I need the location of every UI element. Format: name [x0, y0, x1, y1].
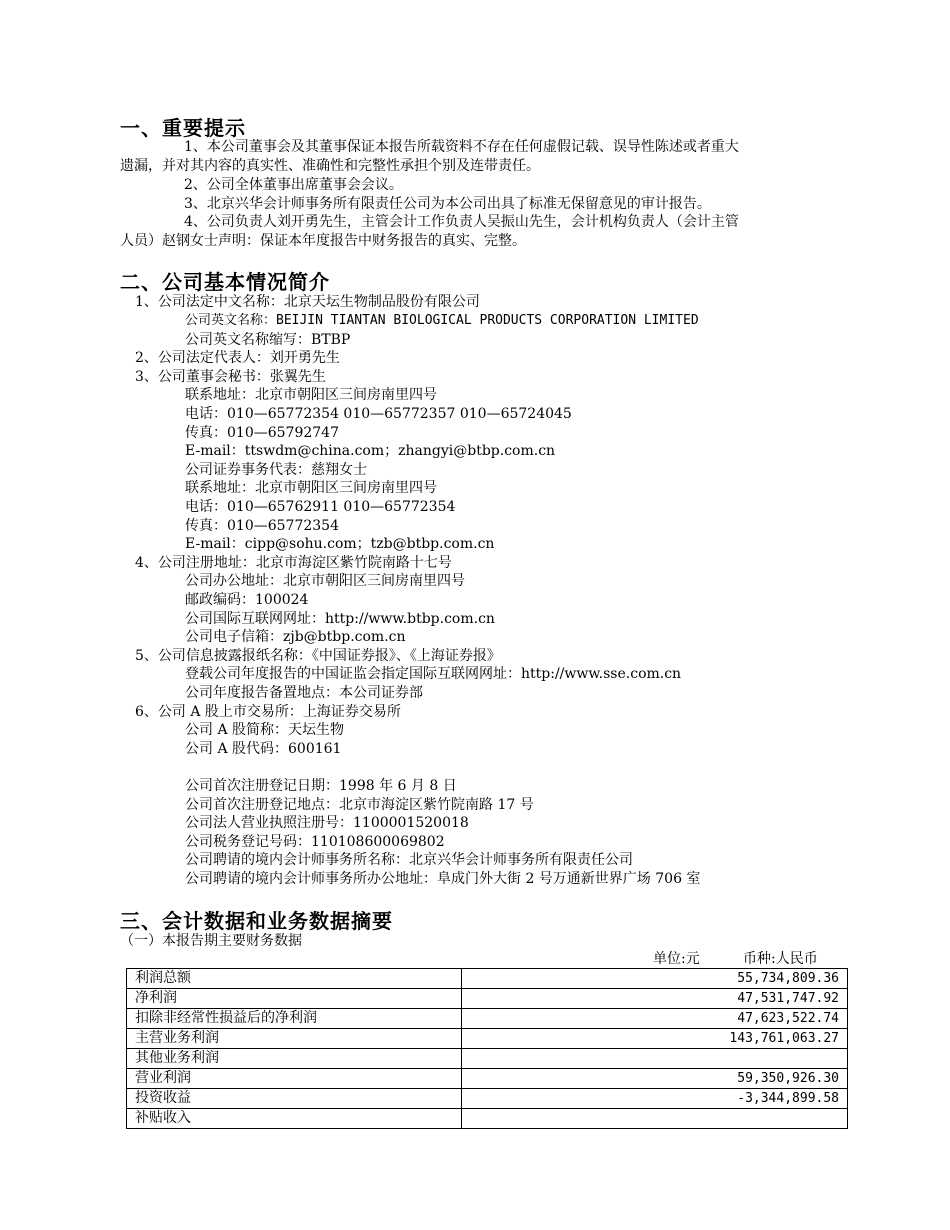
notice-paragraph-2: 2、公司全体董事出席董事会会议。 [184, 177, 403, 193]
row-label: 主营业务利润 [127, 1029, 462, 1049]
row-label: 扣除非经常性损益后的净利润 [127, 1009, 462, 1029]
row-value: 143,761,063.27 [462, 1029, 848, 1049]
section-heading-company-profile: 二、公司基本情况简介 [120, 270, 330, 294]
profile-line: 4、公司注册地址：北京市海淀区紫竹院南路十七号 [135, 555, 452, 571]
profile-line: 6、公司 A 股上市交易所：上海证券交易所 [135, 704, 401, 720]
profile-line: 公司 A 股简称：天坛生物 [185, 722, 345, 738]
financial-subtitle: （一）本报告期主要财务数据 [120, 933, 302, 949]
row-value: 47,623,522.74 [462, 1009, 848, 1029]
profile-line: 传真：010—65792747 [185, 425, 339, 441]
notice-paragraph-1-line-1: 1、本公司董事会及其董事保证本报告所载资料不存在任何虚假记载、误导性陈述或者重大 [184, 139, 739, 155]
profile-line: 公司聘请的境内会计师事务所办公地址：阜成门外大街 2 号万通新世界广场 706 室 [185, 871, 701, 887]
profile-line: 公司首次注册登记地点：北京市海淀区紫竹院南路 17 号 [185, 797, 534, 813]
table-row [127, 1049, 848, 1069]
row-label: 净利润 [127, 989, 462, 1009]
profile-line: 公司电子信箱：zjb@btbp.com.cn [185, 629, 406, 645]
profile-line: 登载公司年度报告的中国证监会指定国际互联网网址：http://www.sse.com.cn [185, 666, 682, 682]
row-value [462, 1109, 848, 1129]
profile-line: 传真：010—65772354 [185, 518, 339, 534]
profile-line: 联系地址：北京市朝阳区三间房南里四号 [185, 480, 437, 496]
table-row [127, 989, 848, 1009]
notice-paragraph-3: 3、北京兴华会计师事务所有限责任公司为本公司出具了标准无保留意见的审计报告。 [184, 196, 711, 212]
row-value [462, 1049, 848, 1069]
profile-line: 3、公司董事会秘书：张翼先生 [135, 369, 326, 385]
table-row [127, 1109, 848, 1129]
profile-line: 2、公司法定代表人：刘开勇先生 [135, 350, 340, 366]
profile-line: E-mail：ttswdm@china.com；zhangyi@btbp.com.cn [185, 443, 556, 459]
profile-line: E-mail：cipp@sohu.com；tzb@btbp.com.cn [185, 536, 495, 552]
profile-line: 邮政编码：100024 [185, 592, 309, 608]
profile-line: 1、公司法定中文名称：北京天坛生物制品股份有限公司 [135, 294, 480, 310]
row-label: 营业利润 [127, 1069, 462, 1089]
row-label: 利润总额 [127, 969, 462, 989]
row-label: 投资收益 [127, 1089, 462, 1109]
financial-data-table [126, 968, 848, 1129]
notice-paragraph-1-line-2: 遗漏，并对其内容的真实性、准确性和完整性承担个别及连带责任。 [120, 158, 540, 174]
notice-paragraph-4-line-2: 人员）赵钢女士声明：保证本年度报告中财务报告的真实、完整。 [120, 233, 526, 249]
table-row [127, 1009, 848, 1029]
profile-line: 公司税务登记号码：110108600069802 [185, 834, 445, 850]
profile-line: 公司国际互联网网址：http://www.btbp.com.cn [185, 611, 495, 627]
profile-line: 电话：010—65762911 010—65772354 [185, 499, 456, 515]
profile-line: 公司英文名称：BEIJIN TIANTAN BIOLOGICAL PRODUCTS CORPORATION LIMITED [185, 313, 699, 328]
unit-label: 单位:元 [653, 951, 700, 967]
profile-line: 公司 A 股代码：600161 [185, 741, 342, 757]
profile-line: 公司首次注册登记日期：1998 年 6 月 8 日 [185, 778, 457, 794]
profile-line: 公司聘请的境内会计师事务所名称：北京兴华会计师事务所有限责任公司 [185, 852, 633, 868]
row-label: 补贴收入 [127, 1109, 462, 1129]
row-label: 其他业务利润 [127, 1049, 462, 1069]
profile-line: 公司英文名称缩写：BTBP [185, 332, 351, 348]
notice-paragraph-4-line-1: 4、公司负责人刘开勇先生，主管会计工作负责人吴振山先生，会计机构负责人（会计主管 [184, 214, 739, 230]
table-row [127, 1069, 848, 1089]
section-heading-important-notice: 一、重要提示 [120, 116, 246, 140]
currency-label: 币种:人民币 [743, 951, 818, 967]
profile-line: 公司年度报告备置地点：本公司证券部 [185, 685, 423, 701]
row-value: 55,734,809.36 [462, 969, 848, 989]
profile-line: 联系地址：北京市朝阳区三间房南里四号 [185, 387, 437, 403]
row-value: -3,344,899.58 [462, 1089, 848, 1109]
table-row [127, 969, 848, 989]
table-row [127, 1029, 848, 1049]
profile-line: 公司证券事务代表：慈翔女士 [185, 462, 367, 478]
profile-line: 电话：010—65772354 010—65772357 010—65724045 [185, 406, 572, 422]
profile-line: 公司办公地址：北京市朝阳区三间房南里四号 [185, 573, 465, 589]
profile-line: 5、公司信息披露报纸名称：《中国证券报》、《上海证券报》 [135, 648, 501, 664]
profile-line: 公司法人营业执照注册号：1100001520018 [185, 815, 469, 831]
row-value: 59,350,926.30 [462, 1069, 848, 1089]
row-value: 47,531,747.92 [462, 989, 848, 1009]
section-heading-financial-summary: 三、会计数据和业务数据摘要 [120, 909, 393, 933]
table-row [127, 1089, 848, 1109]
